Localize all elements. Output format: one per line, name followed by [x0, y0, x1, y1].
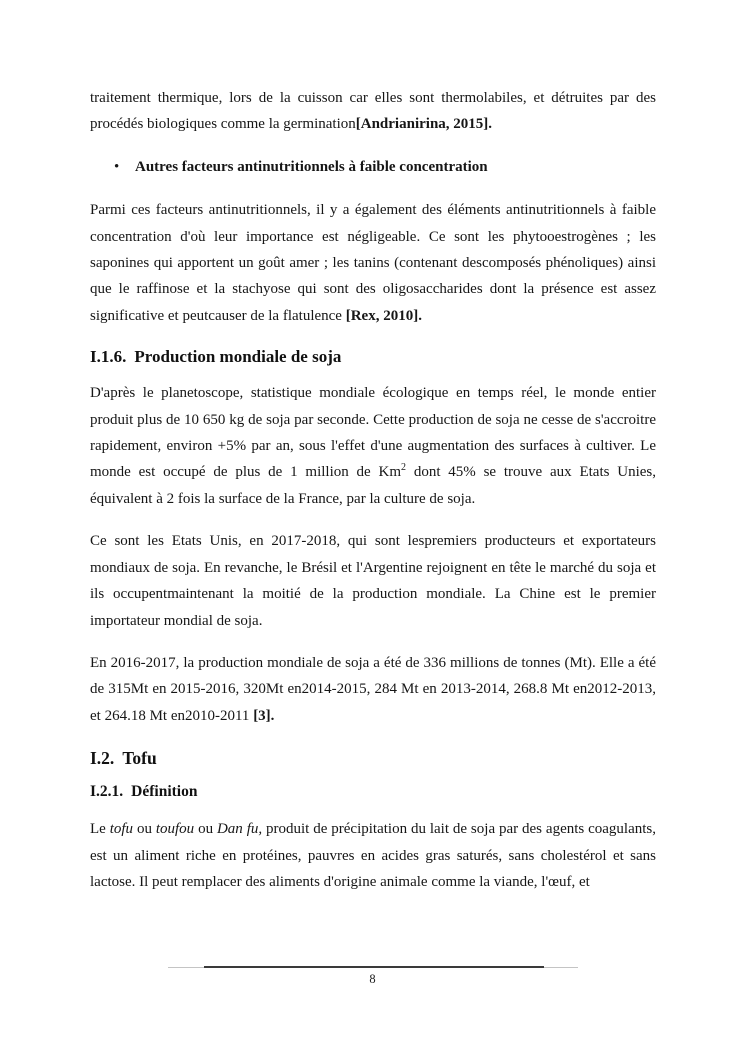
footer-rule	[168, 966, 578, 970]
heading-production-mondiale	[90, 345, 656, 369]
page-content	[90, 85, 656, 911]
paragraph-world-production-stats	[90, 380, 656, 512]
paragraph-thermal-treatment	[90, 85, 656, 138]
heading-title: Tofu	[122, 748, 157, 769]
paragraph-text: Parmi ces facteurs antinutritionnels, il y a également des éléments antinutritionnels à faible concentration d'où leur importance est négligeable. Ce sont les phytooestrogènes ; les saponines qui apportent un goût amer ; les tanins (contenant descomposés phénoliques) ainsi que le raffinose et la stachyose qui sont des oligosaccharides dont la présence est assez significative et peutcauser de la flatulence	[90, 202, 656, 324]
paragraph-text: Le	[90, 821, 110, 838]
bullet-item-antinutritional-factors	[90, 154, 656, 180]
superscript-exponent: 2	[401, 462, 407, 474]
citation-ref-3: [3].	[253, 707, 275, 724]
paragraph-text: dont 45% se trouve aux Etats Unies, équivalent à 2 fois la surface de la France, par la culture de soja.	[90, 464, 657, 507]
term-dan-fu: Dan fu,	[216, 821, 263, 838]
heading-number: I.2.	[90, 748, 115, 769]
page-number: 8	[369, 972, 376, 986]
footer-rule-thick-line	[204, 966, 544, 968]
paragraph-text: ou	[133, 821, 156, 838]
heading-number: I.2.1.	[90, 783, 124, 801]
bullet-label: Autres facteurs antinutritionnels à faible concentration	[135, 158, 488, 175]
heading-tofu	[90, 745, 656, 771]
paragraph-tofu-definition	[90, 816, 656, 895]
paragraph-text: traitement thermique, lors de la cuisson car elles sont thermolabiles, et détruites par des procédés biologiques comme la germination	[90, 90, 656, 133]
paragraph-text: produit de précipitation du lait de soja par des agents coagulants, est un aliment riche en protéines, pauvres en acides gras saturés, sans cholestérol et sans lactose. Il peut remplacer des aliments d'origine animale comme la viande, l'œuf, et	[90, 821, 657, 890]
page-footer	[168, 966, 578, 987]
term-toufou: toufou	[155, 821, 195, 838]
heading-number: I.1.6.	[90, 347, 127, 367]
paragraph-text: ou	[194, 821, 217, 838]
paragraph-low-concentration-factors	[90, 197, 656, 329]
citation-andrianirina: [Andrianirina, 2015].	[355, 116, 493, 133]
heading-title: Production mondiale de soja	[134, 347, 342, 367]
paragraph-text: D'après le planetoscope, statistique mondiale écologique en temps réel, le monde entier produit plus de 10 650 kg de soja par seconde. Cette production de soja ne cesse de s'accroitre rapidement, environ +5% par an, sous l'effet d'une augmentation des surfaces à cultiver. Le monde est occupé de plus de 1 million de Km	[90, 385, 656, 481]
citation-rex: [Rex, 2010].	[345, 307, 422, 324]
heading-definition	[90, 780, 656, 804]
term-tofu: tofu	[109, 821, 134, 838]
bullet-icon: •	[114, 158, 120, 175]
paragraph-producers-exporters: Ce sont les Etats Unis, en 2017-2018, qui sont lespremiers producteurs et exportateurs mondiaux de soja. En revanche, le Brésil et l'Argentine rejoignent en tête le marché du soja et ils occupentmaintenant la moitié de la production mondiale. La Chine est le premier importateur mondial de soja.	[90, 533, 656, 629]
paragraph-text: En 2016-2017, la production mondiale de soja a été de 336 millions de tonnes (Mt). Elle a été de 315Mt en 2015-2016, 320Mt en2014-2015, 284 Mt en 2013-2014, 268.8 Mt en2012-2013, et 264.18 Mt en2010-2011	[90, 654, 656, 724]
heading-title: Définition	[131, 783, 198, 801]
paragraph-production-tonnage	[90, 650, 656, 729]
